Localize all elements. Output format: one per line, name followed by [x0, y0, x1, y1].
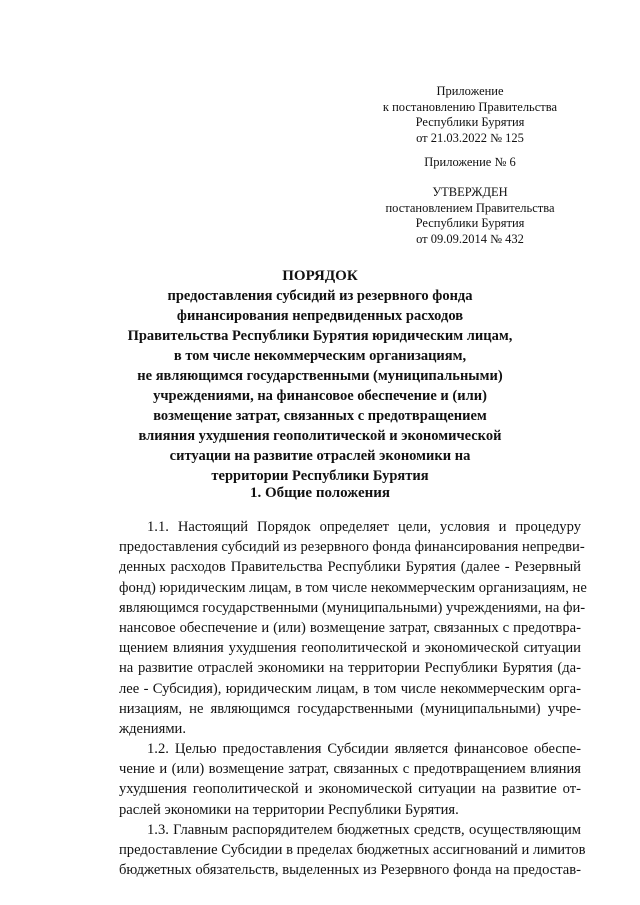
paragraph-line: щением влияния ухудшения геополитической и экономической ситуации	[119, 640, 581, 657]
paragraph-line: ухудшения геополитической и экономической ситуации на развитие от-	[119, 781, 581, 798]
approved-line: УТВЕРЖДЕН	[432, 185, 508, 199]
appendix-block	[360, 84, 580, 146]
approved-line: постановлением Правительства	[385, 200, 555, 215]
appendix-number: Приложение № 6	[424, 155, 516, 169]
paragraph-line: низациям, не являющимся государственными (муниципальными) учре-	[119, 700, 581, 717]
title-line: предоставления субсидий из резервного фонда	[167, 288, 473, 304]
title-line: учреждениями, на финансовое обеспечение и (или)	[153, 388, 487, 404]
appendix-number-block	[360, 155, 580, 171]
paragraph-line: 1.2. Целью предоставления Субсидии является финансовое обеспе-	[147, 741, 581, 758]
title-line: Правительства Республики Бурятия юридическим лицам,	[127, 328, 513, 344]
paragraph-line: денных расходов Правительства Республики Бурятия (далее - Резервный	[119, 559, 581, 576]
paragraph-line: 1.3. Главным распорядителем бюджетных средств, осуществляющим	[147, 821, 581, 838]
paragraph-line: ждениями.	[119, 720, 187, 737]
paragraph-line: на развитие отраслей экономики на территории Республики Бурятия (да-	[119, 660, 581, 677]
paragraph-line: предоставления субсидий из резервного фонда финансирования непредви-	[119, 539, 585, 556]
paragraph-line: нансовое обеспечение и (или) возмещение затрат, связанных с предотвра-	[119, 619, 581, 636]
paragraph-line: предоставление Субсидии в пределах бюджетных ассигнований и лимитов	[119, 842, 586, 858]
body-text	[119, 517, 587, 880]
appendix-line: к постановлению Правительства	[382, 99, 558, 114]
appendix-line: от 21.03.2022 № 125	[416, 130, 524, 145]
paragraph-line: лее - Субсидия), юридическим лицам, в том числе некоммерческим орга-	[119, 680, 581, 697]
section-heading: 1. Общие положения	[249, 485, 391, 501]
appendix-line: Республики Бурятия	[415, 115, 525, 129]
title-line: возмещение затрат, связанных с предотвращением	[153, 408, 487, 424]
title-line: влияния ухудшения геополитической и экономической	[138, 428, 502, 444]
paragraph-line: 1.1. Настоящий Порядок определяет цели, условия и процедуру	[147, 519, 581, 535]
document-title	[100, 266, 540, 486]
approved-line: Республики Бурятия	[415, 216, 525, 230]
title-line: в том числе некоммерческим организациям,	[173, 348, 467, 364]
approved-block	[360, 185, 580, 247]
approved-line: от 09.09.2014 № 432	[416, 231, 524, 246]
paragraph-line: являющимся государственными (муниципальными) учреждениями, на фи-	[119, 599, 586, 616]
title-heading: ПОРЯДОК	[282, 268, 358, 284]
title-line: территории Республики Бурятия	[211, 468, 429, 484]
title-line: финансирования непредвиденных расходов	[176, 308, 464, 324]
title-line: ситуации на развитие отраслей экономики на	[169, 448, 471, 464]
paragraph-line: раслей экономики на территории Республики Бурятия.	[119, 801, 459, 818]
title-line: не являющимся государственными (муниципальными)	[137, 368, 503, 384]
paragraph-line: бюджетных обязательств, выделенных из Резервного фонда на предостав-	[119, 862, 581, 879]
paragraph-line: чение и (или) возмещение затрат, связанных с предотвращением влияния	[119, 761, 581, 778]
paragraph-line: фонд) юридическим лицам, в том числе некоммерческим организациям, не	[119, 579, 587, 596]
appendix-line: Приложение	[436, 84, 504, 98]
